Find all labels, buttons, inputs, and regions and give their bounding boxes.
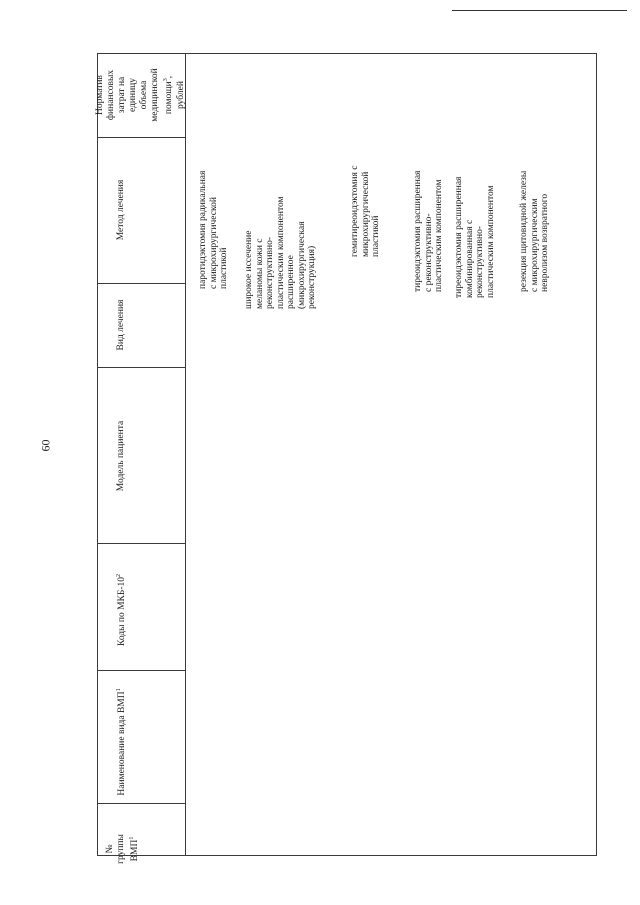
method-line: реконструктивно- — [475, 225, 485, 298]
method-line: пластикой — [219, 247, 229, 289]
method-line: пластическим компонентом — [434, 179, 444, 292]
method-line: пластическим компонентом — [485, 185, 496, 298]
method-line: тиреоидэктомия расширенная — [413, 170, 423, 292]
method-line: комбинированная с — [464, 219, 475, 298]
header-patient-model — [106, 391, 136, 521]
header-text: финансовых — [106, 69, 117, 121]
header-text: рублей — [175, 81, 186, 109]
header-text: Метод лечения — [115, 179, 126, 241]
header-text: помощи — [164, 81, 175, 115]
top-right-rule — [452, 10, 627, 11]
method-line: гемитиреоидэктомия с — [350, 165, 360, 257]
method-line: меланомы кожи с — [254, 238, 265, 309]
method-entry — [519, 142, 555, 292]
table-border-right — [596, 53, 597, 856]
header-text: № — [104, 844, 115, 854]
header-text: ВМП — [130, 839, 141, 862]
header-financial-norm — [95, 53, 186, 137]
method-line: тиреоидэктомия расширенная — [454, 176, 464, 298]
header-text: объема — [139, 80, 150, 110]
header-text: Норматив — [95, 75, 106, 115]
header-text: Вид лечения — [115, 299, 126, 351]
table-border-left — [97, 53, 98, 856]
method-line: реконструктивно- — [265, 236, 275, 309]
method-line: микрохирургической — [360, 171, 371, 257]
header-text: группы — [115, 834, 126, 864]
method-line: резекция щитовидной железы — [519, 170, 529, 292]
method-line: паротидэктомия радикальная — [198, 170, 208, 289]
header-text: Наименование вида ВМП — [117, 691, 128, 796]
method-line: пластическим компонентом — [275, 196, 286, 309]
header-text: затрат на — [117, 76, 128, 114]
header-text: единицу — [128, 78, 139, 113]
method-line: с микрохирургическим — [529, 198, 540, 292]
method-line: невролизом возвратного — [540, 193, 550, 292]
column-separator — [97, 283, 185, 284]
method-line: пластикой — [371, 215, 381, 257]
method-entry — [244, 179, 320, 309]
footnote-mark: 2 — [115, 573, 122, 577]
table-border-bottom — [97, 855, 597, 856]
footnote-mark: 1 — [115, 688, 122, 692]
column-separator — [97, 137, 185, 138]
footnote-mark: 3 — [163, 78, 170, 82]
header-text — [114, 574, 128, 646]
header-text — [114, 688, 128, 795]
method-line: (микрохирургическая — [296, 221, 307, 309]
header-text: Модель пациента — [115, 420, 126, 492]
header-treatment-type — [106, 285, 136, 365]
method-entry — [454, 148, 502, 298]
method-line: с микрохирургической — [208, 197, 219, 289]
header-text: помощи$^3$, — [163, 75, 175, 115]
method-line: реконструкция) — [307, 245, 317, 309]
method-line: с реконструктивно- — [423, 213, 434, 292]
header-icd-codes — [106, 545, 136, 675]
method-entry — [198, 139, 234, 289]
header-separator — [185, 53, 186, 856]
page-number: 60 — [38, 439, 53, 452]
method-line: расширенное — [286, 255, 296, 309]
header-vmp-name — [106, 672, 136, 812]
header-group-number — [93, 813, 153, 885]
method-entry — [350, 147, 386, 257]
footnote-mark: 1 — [128, 836, 135, 840]
header-text — [127, 837, 141, 862]
column-separator — [97, 543, 185, 544]
method-line: широкое иссечение — [244, 230, 254, 309]
header-text: медицинской — [150, 68, 161, 122]
column-separator — [97, 367, 185, 368]
method-entry — [413, 142, 449, 292]
header-treatment-method — [106, 165, 136, 255]
header-text: Коды по МКБ-10 — [117, 576, 128, 647]
